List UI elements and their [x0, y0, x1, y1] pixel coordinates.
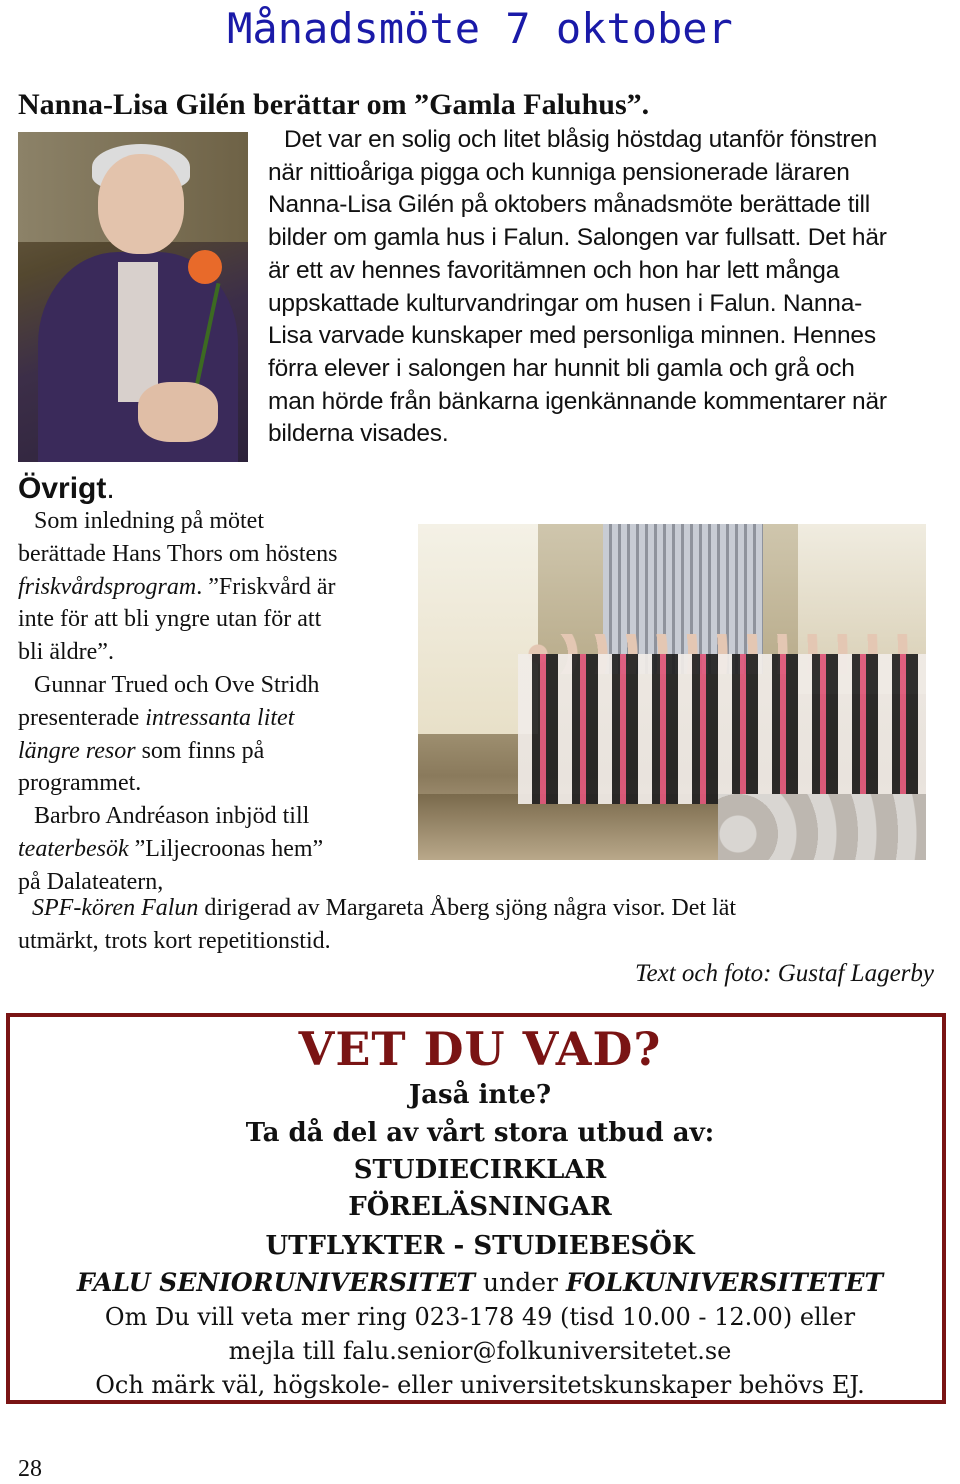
text-line: friskvårdsprogram. ”Friskvård är: [18, 573, 336, 600]
advert-line: Ta då del av vårt stora utbud av:: [245, 1118, 715, 1148]
portrait-photo: [18, 132, 248, 462]
page-title: Månadsmöte 7 oktober: [227, 4, 733, 53]
advert-line: Om Du vill veta mer ring 023-178 49 (tisd 10.00 - 12.00) eller: [104, 1303, 856, 1331]
left-column-text: [18, 505, 418, 899]
text-line: presenterade intressanta litet: [18, 704, 295, 731]
article-paragraph: [268, 124, 948, 451]
text-line: berättade Hans Thors om höstens: [18, 540, 338, 567]
advert-line: FÖRELÄSNINGAR: [348, 1192, 612, 1222]
section-heading-text: Övrigt: [18, 472, 107, 505]
para-line: Lisa varvade kunskaper med personliga minnen. Hennes: [268, 322, 876, 350]
text-line: programmet.: [18, 770, 142, 797]
text-line: inte för att bli yngre utan för att: [18, 606, 322, 633]
advert-line: Och märk väl, högskole- eller universitetskunskaper behövs EJ.: [95, 1371, 865, 1399]
text-line: på Dalateatern,: [18, 868, 164, 895]
article-headline: Nanna-Lisa Gilén berättar om ”Gamla Faluhus”.: [18, 88, 650, 121]
advert-line: FALU SENIORUNIVERSITET under FOLKUNIVERSITETET: [76, 1268, 884, 1297]
para-line: när nittioåriga pigga och kunniga pensionerade läraren: [268, 158, 850, 186]
text-line: bli äldre”.: [18, 639, 114, 666]
para-line: bilder om gamla hus i Falun. Salongen var fullsatt. Det här: [268, 224, 887, 252]
advert-heading: VET DU VAD?: [298, 1022, 662, 1076]
text-line: längre resor som finns på: [18, 737, 265, 764]
text-line: Gunnar Trued och Ove Stridh: [34, 671, 320, 698]
para-line: förra elever i salongen har hunnit bli gamla och grå och: [268, 354, 855, 382]
section-heading-suffix: .: [106, 472, 115, 505]
photo-credit: Text och foto: Gustaf Lagerby: [634, 960, 934, 987]
para-line: bilderna visades.: [268, 420, 449, 448]
para-line: man hörde från bänkarna igenkännande kommentarer när: [268, 387, 887, 415]
para-line: Nanna-Lisa Gilén på oktobers månadsmöte berättade till: [268, 191, 871, 219]
advert-line: Jaså inte?: [408, 1080, 552, 1110]
advert-line: UTFLYKTER - STUDIEBESÖK: [265, 1231, 695, 1261]
page-number: 28: [18, 1456, 42, 1482]
section-heading: [18, 472, 115, 506]
text-line: Som inledning på mötet: [34, 508, 264, 534]
text-line: SPF-kören Falun dirigerad av Margareta Åberg sjöng några visor. Det lät: [32, 895, 737, 921]
text-line: utmärkt, trots kort repetitionstid.: [18, 928, 331, 954]
para-line: uppskattade kulturvandringar om husen i Falun. Nanna-: [268, 289, 863, 317]
advert-email-line: mejla till falu.senior@folkuniversitetet.se: [228, 1337, 732, 1365]
text-line: teaterbesök ”Liljecroonas hem”: [18, 835, 324, 862]
para-line: är ett av hennes favoritämnen och hon har lett många: [268, 256, 840, 284]
choir-photo: [418, 524, 926, 860]
para-line: Det var en solig och litet blåsig höstdag utanför fönstren: [284, 126, 878, 153]
text-line: Barbro Andréason inbjöd till: [34, 803, 310, 830]
advert-line: STUDIECIRKLAR: [353, 1155, 607, 1185]
